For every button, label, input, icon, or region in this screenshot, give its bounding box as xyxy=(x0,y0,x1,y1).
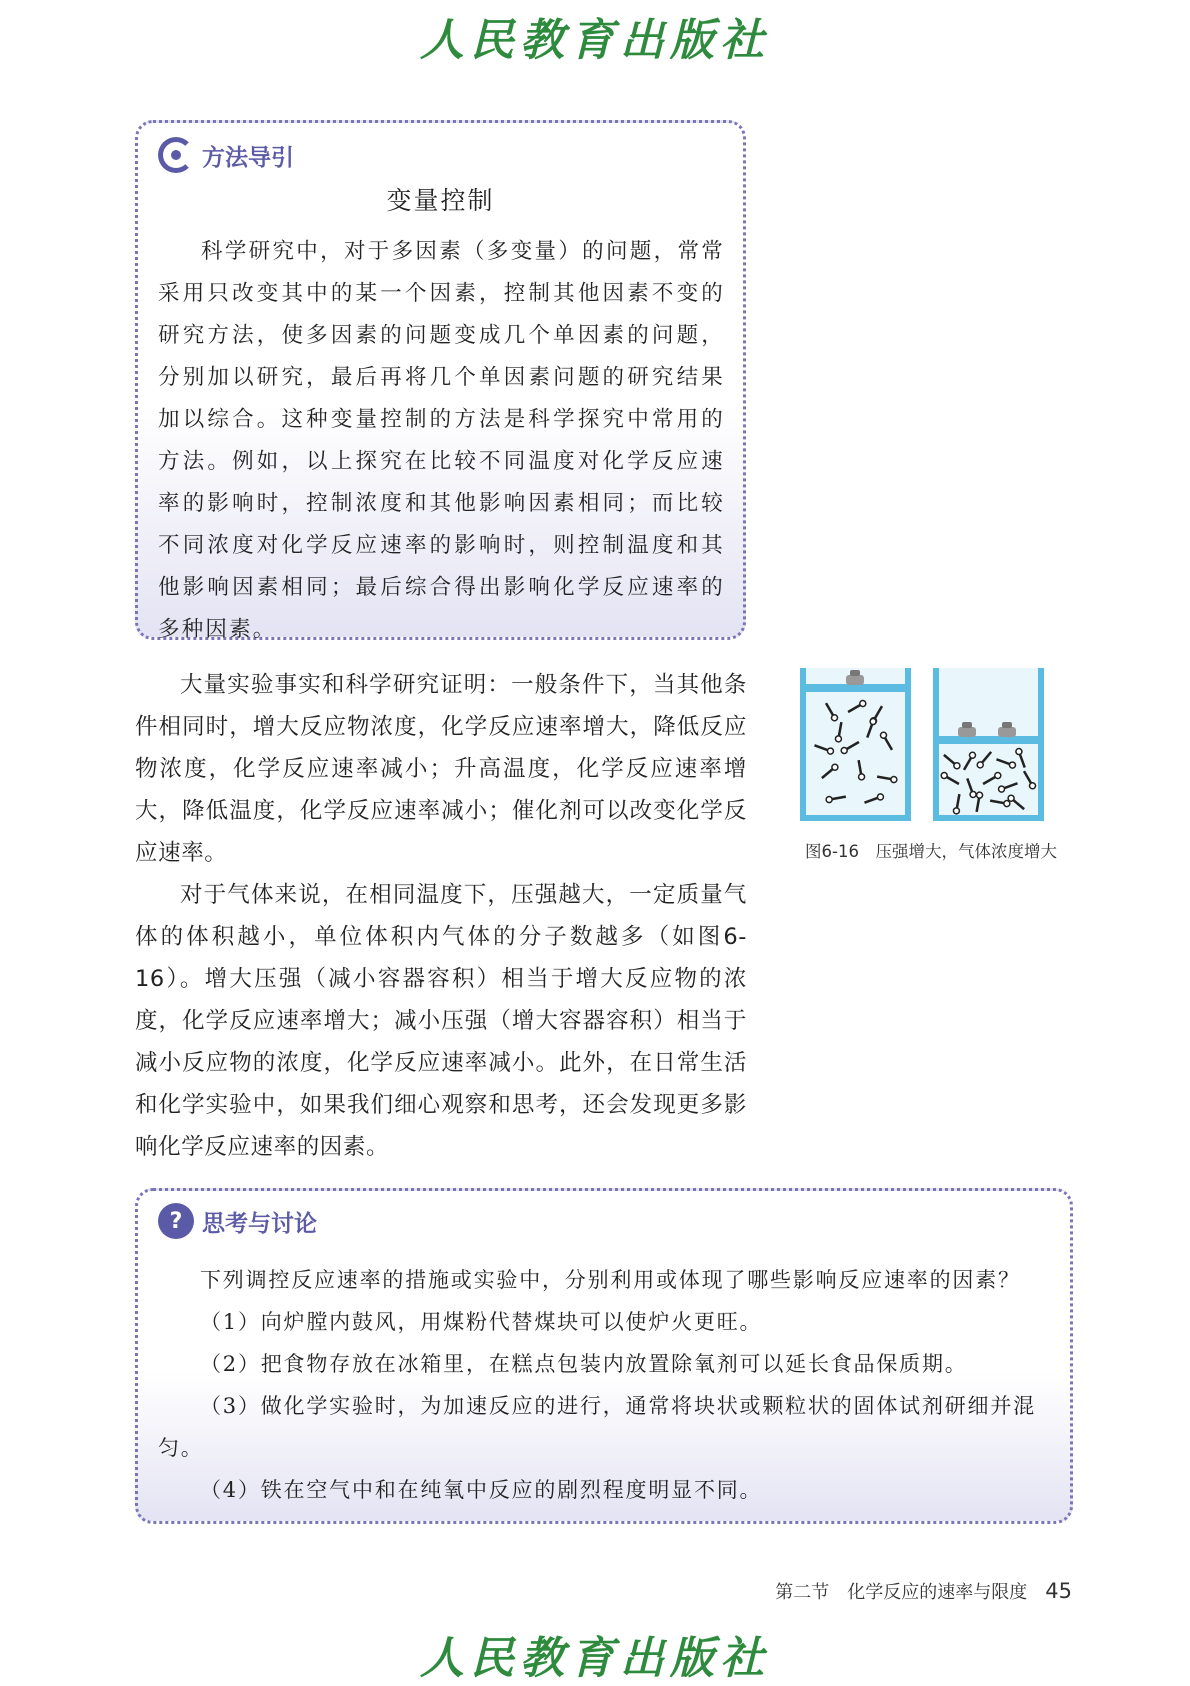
piston xyxy=(939,736,1038,744)
think-intro: 下列调控反应速率的措施或实验中，分别利用或体现了哪些影响反应速率的因素？ xyxy=(200,1268,1021,1292)
footer-section: 第二节 化学反应的速率与限度 xyxy=(775,1582,1028,1603)
page-footer xyxy=(775,1578,1072,1604)
method-guide-body xyxy=(158,231,725,651)
page-number: 45 xyxy=(1045,1579,1072,1603)
main-text xyxy=(135,664,747,1168)
think-item-4: （4）铁在空气中和在纯氧中反应的剧烈程度明显不同。 xyxy=(200,1478,763,1502)
think-item-1: （1）向炉膛内鼓风，用煤粉代替煤块可以使炉火更旺。 xyxy=(200,1310,763,1334)
container-high-pressure xyxy=(936,668,1041,818)
pressure-illustration xyxy=(800,668,1090,828)
weight-icon xyxy=(958,727,976,737)
main-paragraph-1: 大量实验事实和科学研究证明：一般条件下，当其他条件相同时，增大反应物浓度，化学反应速率增大，降低反应物浓度，化学反应速率减小；升高温度，化学反应速率增大，降低温度，化学反应速率减小；催化剂可以改变化学反应速率。 xyxy=(135,672,747,866)
publisher-logo-bottom: 人民教育出版社 xyxy=(420,1633,770,1684)
figure-caption: 图6-16 压强增大，气体浓度增大 xyxy=(805,842,1057,861)
method-guide-box xyxy=(135,120,746,640)
weight-icon xyxy=(846,675,864,685)
think-discuss-box xyxy=(135,1188,1073,1524)
think-item-2: （2）把食物存放在冰箱里，在糕点包装内放置除氧剂可以延长食品保质期。 xyxy=(200,1352,968,1376)
think-discuss-header xyxy=(158,1203,317,1239)
main-paragraph-2: 对于气体来说，在相同温度下，压强越大，一定质量气体的体积越小，单位体积内气体的分子数越多（如图6-16）。增大压强（减小容器容积）相当于增大反应物的浓度，化学反应速率增大；减小压强（增大容器容积）相当于减小反应物的浓度，化学反应速率减小。此外，在日常生活和化学实验中，如果我们细心观察和思考，还会发现更多影响化学反应速率的因素。 xyxy=(135,882,747,1160)
publisher-logo-top: 人民教育出版社 xyxy=(420,15,770,66)
think-discuss-label: 思考与讨论 xyxy=(202,1210,317,1237)
method-guide-header xyxy=(158,137,294,173)
weight-icon xyxy=(998,727,1016,737)
method-guide-title: 变量控制 xyxy=(386,186,495,215)
method-guide-icon xyxy=(158,137,194,173)
think-item-3: （3）做化学实验时，为加速反应的进行，通常将块状或颗粒状的固体试剂研细并混匀。 xyxy=(158,1394,1036,1460)
question-icon: ? xyxy=(158,1203,194,1239)
piston xyxy=(806,684,905,692)
method-guide-label: 方法导引 xyxy=(202,144,294,171)
think-discuss-body xyxy=(158,1259,1050,1511)
method-guide-paragraph: 科学研究中，对于多因素（多变量）的问题，常常采用只改变其中的某一个因素，控制其他因素不变的研究方法，使多因素的问题变成几个单因素的问题，分别加以研究，最后再将几个单因素问题的研究结果加以综合。这种变量控制的方法是科学探究中常用的方法。例如，以上探究在比较不同温度对化学反应速率的影响时，控制浓度和其他影响因素相同；而比较不同浓度对化学反应速率的影响时，则控制温度和其他影响因素相同；最后综合得出影响化学反应速率的多种因素。 xyxy=(158,239,725,642)
